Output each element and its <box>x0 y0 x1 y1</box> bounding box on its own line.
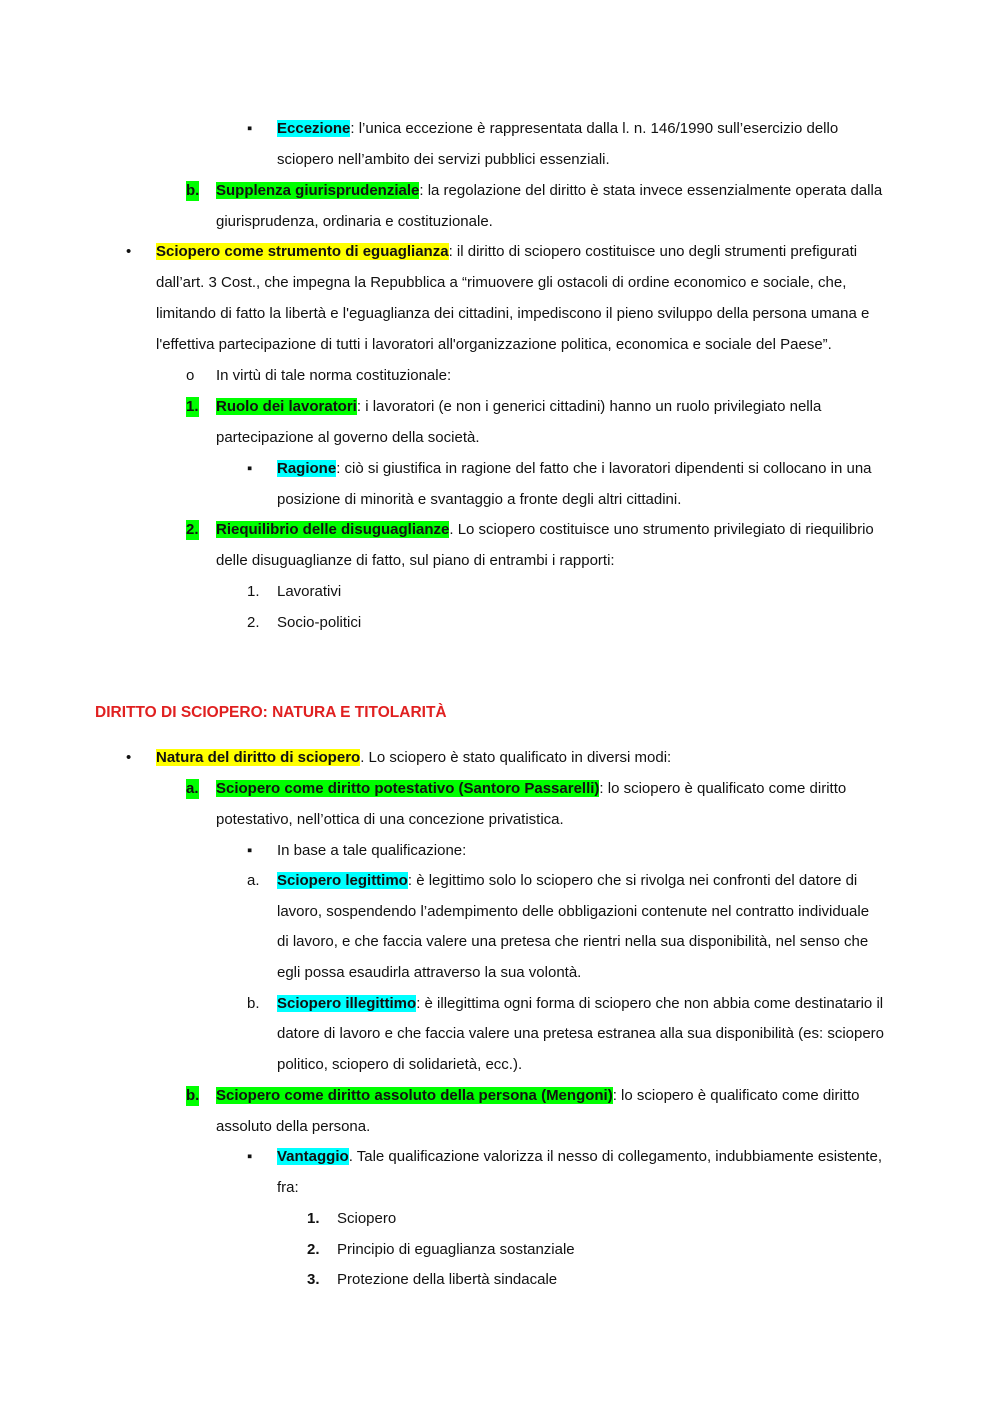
bullet-icon: • <box>126 243 132 260</box>
vantaggio-line-2: fra: <box>277 1179 299 1196</box>
list-marker-b: b. <box>186 182 200 199</box>
virtu-line: In virtù di tale norma costituzionale: <box>216 367 452 384</box>
list-item: Protezione della libertà sindacale <box>337 1271 558 1288</box>
square-bullet-icon: ▪ <box>247 842 253 859</box>
illegittimo-line-2: datore di lavoro e che faccia valere una pretesa estranea alla sua disponibilità (es: sciopero <box>277 1025 885 1042</box>
list-marker: 2. <box>247 614 260 631</box>
term-riequilibrio: Riequilibrio delle disuguaglianze <box>216 521 450 538</box>
term-natura: Natura del diritto di sciopero <box>156 749 361 766</box>
bullet-icon: • <box>126 749 132 766</box>
term-eguaglianza: Sciopero come strumento di eguaglianza <box>156 243 449 260</box>
eccezione-line-1: Eccezione: l’unica eccezione è rappresentata dalla l. n. 146/1990 sull’esercizio dello <box>277 120 839 137</box>
ragione-line-2: posizione di minorità e svantaggio a fronte degli altri cittadini. <box>277 491 682 508</box>
list-marker-a: a. <box>186 780 199 797</box>
list-item: Lavorativi <box>277 583 342 600</box>
term-vantaggio: Vantaggio <box>277 1148 349 1165</box>
eguaglianza-line-1: Sciopero come strumento di eguaglianza: il diritto di sciopero costituisce uno degli strumenti prefigurati <box>156 243 858 260</box>
ragione-line-1: Ragione: ciò si giustifica in ragione del fatto che i lavoratori dipendenti si collocano in una <box>277 460 872 477</box>
ruolo-line-2: partecipazione al governo della società. <box>216 429 480 446</box>
riequilibrio-line-2: delle disuguaglianze di fatto, sul piano di entrambi i rapporti: <box>216 552 615 569</box>
list-marker: 1. <box>307 1210 320 1227</box>
term-legittimo: Sciopero legittimo <box>277 872 408 889</box>
list-marker-1: 1. <box>186 398 199 415</box>
list-marker-b: b. <box>247 995 260 1012</box>
eguaglianza-line-4: l'effettiva partecipazione di tutti i lavoratori all'organizzazione politica, economica e sociale del Paese”. <box>156 336 832 353</box>
term-potestativo: Sciopero come diritto potestativo (Santoro Passarelli) <box>216 780 600 797</box>
eguaglianza-line-2: dall’art. 3 Cost., che impegna la Repubblica a “rimuovere gli ostacoli di ordine economico e sociale, che, <box>156 274 847 291</box>
legittimo-line-3: di lavoro, e che faccia valere una pretesa che rientri nella sua disponibilità, nel senso che <box>277 933 869 950</box>
list-marker: 3. <box>307 1271 320 1288</box>
eccezione-line-2: sciopero nell’ambito dei servizi pubblici essenziali. <box>277 151 610 168</box>
square-bullet-icon: ▪ <box>247 1148 253 1165</box>
list-marker-a: a. <box>247 872 260 889</box>
list-marker: 2. <box>307 1241 320 1258</box>
square-bullet-icon: ▪ <box>247 460 253 477</box>
riequilibrio-line-1: Riequilibrio delle disuguaglianze. Lo sciopero costituisce uno strumento privilegiato di riequilibrio <box>216 521 874 538</box>
square-bullet-icon: ▪ <box>247 120 253 137</box>
list-item: Sciopero <box>337 1210 397 1227</box>
assoluto-line-1: Sciopero come diritto assoluto della persona (Mengoni): lo sciopero è qualificato come diritto <box>216 1087 860 1104</box>
potestativo-line-1: Sciopero come diritto potestativo (Santoro Passarelli): lo sciopero è qualificato come diritto <box>216 780 847 797</box>
potestativo-line-2: potestativo, nell’ottica di una concezione privatistica. <box>216 811 564 828</box>
illegittimo-line-3: politico, sciopero di solidarietà, ecc.). <box>277 1056 523 1073</box>
list-item: Principio di eguaglianza sostanziale <box>337 1241 575 1258</box>
supplenza-line-2: giurisprudenza, ordinaria e costituzionale. <box>216 213 493 230</box>
term-assoluto: Sciopero come diritto assoluto della persona (Mengoni) <box>216 1087 613 1104</box>
term-ruolo: Ruolo dei lavoratori <box>216 398 357 415</box>
term-supplenza: Supplenza giurisprudenziale <box>216 182 420 199</box>
illegittimo-line-1: Sciopero illegittimo: è illegittima ogni forma di sciopero che non abbia come destinatario il <box>277 995 884 1012</box>
section-heading: DIRITTO DI SCIOPERO: NATURA E TITOLARITÀ <box>95 704 447 721</box>
legittimo-line-4: egli possa esaudirla attraverso la sua volontà. <box>277 964 582 981</box>
list-marker: 1. <box>247 583 260 600</box>
list-marker-b: b. <box>186 1087 200 1104</box>
ruolo-line-1: Ruolo dei lavoratori: i lavoratori (e non i generici cittadini) hanno un ruolo privilegiato nella <box>216 398 822 415</box>
list-item: Socio-politici <box>277 614 362 631</box>
circle-bullet-icon: o <box>186 367 195 384</box>
legittimo-line-1: Sciopero legittimo: è legittimo solo lo sciopero che si rivolga nei confronti del datore di <box>277 872 858 889</box>
term-ragione: Ragione <box>277 460 337 477</box>
supplenza-line-1: Supplenza giurisprudenziale: la regolazione del diritto è stata invece essenzialmente operata dalla <box>216 182 883 199</box>
term-illegittimo: Sciopero illegittimo <box>277 995 417 1012</box>
legittimo-line-2: lavoro, sospendendo l’adempimento delle obbligazioni contenute nel contratto individuale <box>277 903 870 920</box>
vantaggio-line-1: Vantaggio. Tale qualificazione valorizza il nesso di collegamento, indubbiamente esistente, <box>277 1148 883 1165</box>
assoluto-line-2: assoluto della persona. <box>216 1118 371 1135</box>
inbase-line: In base a tale qualificazione: <box>277 842 467 859</box>
eguaglianza-line-3: limitando di fatto la libertà e l'eguaglianza dei cittadini, impediscono il pieno sviluppo della persona umana e <box>156 305 870 322</box>
natura-line: Natura del diritto di sciopero. Lo sciopero è stato qualificato in diversi modi: <box>156 749 672 766</box>
list-marker-2: 2. <box>186 521 199 538</box>
term-eccezione: Eccezione <box>277 120 351 137</box>
